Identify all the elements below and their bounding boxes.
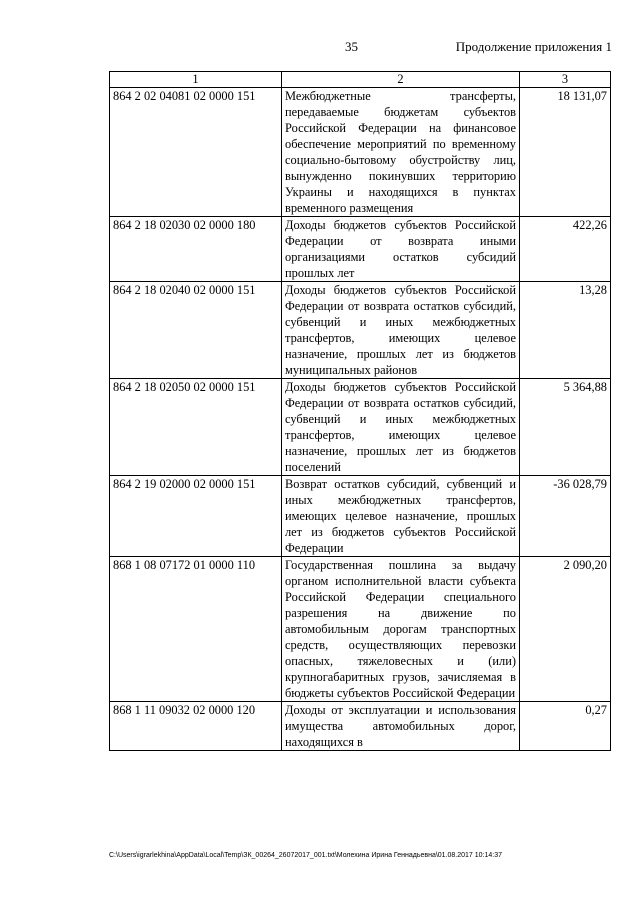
column-header-1: 1 (110, 72, 282, 88)
file-path-footer: C:\Users\igrarlekhina\AppData\Local\Temp\ЗК_00264_26072017_001.txt\Молехина Ирина Геннадьевна\01.08.2017 10:14:37 (109, 852, 503, 859)
table-row (110, 282, 611, 379)
budget-code-cell: 864 2 18 02030 02 0000 180 (110, 217, 282, 282)
revenue-table (109, 71, 611, 751)
budget-code-cell: 868 1 11 09032 02 0000 120 (110, 702, 282, 751)
description-cell: Доходы бюджетов субъектов Российской Федерации от возврата остатков субсидий, субвенций и иных межбюджетных трансфертов, имеющих целевое назначение, прошлых лет из бюджетов поселений (282, 379, 520, 476)
amount-cell: 5 364,88 (520, 379, 611, 476)
description-cell: Доходы бюджетов субъектов Российской Федерации от возврата иными организациями остатков субсидий прошлых лет (282, 217, 520, 282)
column-header-3: 3 (520, 72, 611, 88)
budget-code-cell: 868 1 08 07172 01 0000 110 (110, 557, 282, 702)
description-cell: Государственная пошлина за выдачу органом исполнительной власти субъекта Российской Федерации специального разрешения на движение по автомобильным дорогам транспортных средств, осуществляющих перевозки опасных, тяжеловесных и (или) крупногабаритных грузов, зачисляемая в бюджеты субъектов Российской Федерации (282, 557, 520, 702)
amount-cell: 0,27 (520, 702, 611, 751)
amount-cell: -36 028,79 (520, 476, 611, 557)
amount-cell: 13,28 (520, 282, 611, 379)
table-row (110, 557, 611, 702)
amount-cell: 18 131,07 (520, 88, 611, 217)
description-cell: Доходы бюджетов субъектов Российской Федерации от возврата остатков субсидий, субвенций и иных межбюджетных трансфертов, имеющих целевое назначение, прошлых лет из бюджетов муниципальных районов (282, 282, 520, 379)
budget-code-cell: 864 2 02 04081 02 0000 151 (110, 88, 282, 217)
page-number: 35 (345, 39, 358, 54)
budget-code-cell: 864 2 18 02050 02 0000 151 (110, 379, 282, 476)
table-row (110, 379, 611, 476)
table-row (110, 88, 611, 217)
budget-code-cell: 864 2 19 02000 02 0000 151 (110, 476, 282, 557)
table-header-row (110, 72, 611, 88)
description-cell: Доходы от эксплуатации и использования имущества автомобильных дорог, находящихся в (282, 702, 520, 751)
budget-code-cell: 864 2 18 02040 02 0000 151 (110, 282, 282, 379)
table-row (110, 217, 611, 282)
page-caption: Продолжение приложения 1 (455, 39, 612, 54)
amount-cell: 422,26 (520, 217, 611, 282)
description-cell: Возврат остатков субсидий, субвенций и иных межбюджетных трансфертов, имеющих целевое назначение, прошлых лет из бюджетов субъектов Российской Федерации (282, 476, 520, 557)
column-header-2: 2 (282, 72, 520, 88)
amount-cell: 2 090,20 (520, 557, 611, 702)
table-row (110, 476, 611, 557)
description-cell: Межбюджетные трансферты, передаваемые бюджетам субъектов Российской Федерации на финансовое обеспечение мероприятий по временному социально-бытовому обустройству лиц, вынужденно покинувших территорию Украины и находящихся в пунктах временного размещения (282, 88, 520, 217)
table-row (110, 702, 611, 751)
